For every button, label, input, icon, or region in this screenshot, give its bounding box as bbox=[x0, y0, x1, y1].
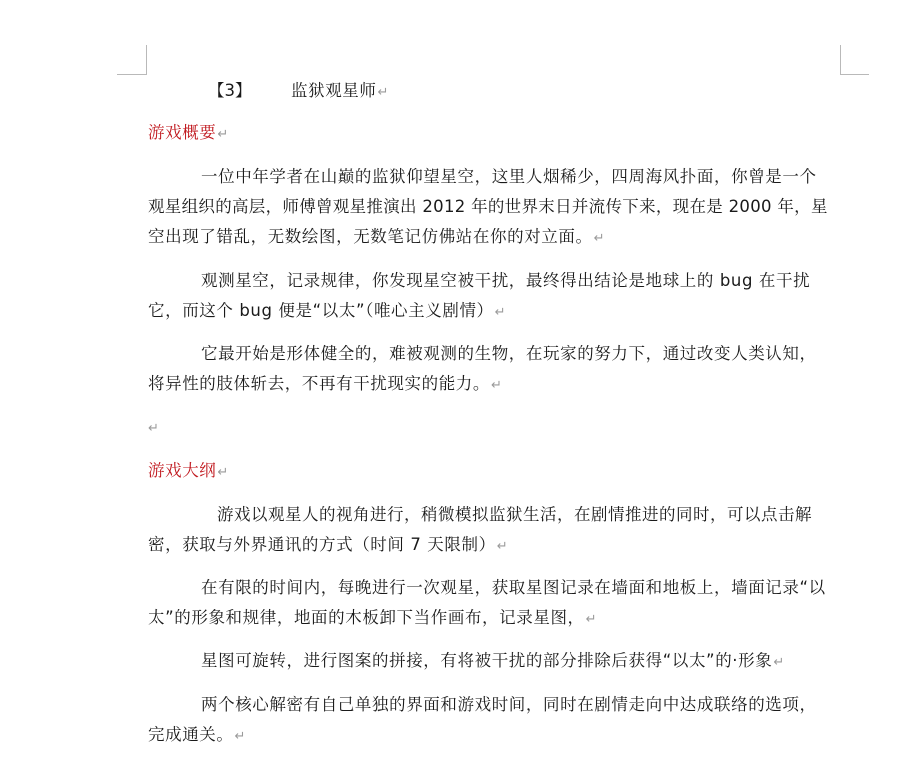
overview-p1-line1: 一位中年学者在山巅的监狱仰望星空，这里人烟稀少，四周海风扑面，你曾是一个 bbox=[201, 167, 817, 186]
paragraph-mark-icon: ↵ bbox=[217, 127, 229, 142]
outline-p2-line1: 在有限的时间内，每晚进行一次观星，获取星图记录在墙面和地板上，墙面记录“以 bbox=[201, 578, 826, 597]
heading-number: 【3】 bbox=[208, 81, 252, 100]
overview-p1-line2: 观星组织的高层，师傅曾观星推演出 2012 年的世界末日并流传下来，现在是 2000 年，星 bbox=[148, 197, 828, 216]
paragraph-mark-icon: ↵ bbox=[148, 421, 160, 436]
outline-p3-line1: 星图可旋转，进行图案的拼接，有将被干扰的部分排除后获得“以太”的·形象↵ bbox=[201, 651, 785, 670]
paragraph-mark-icon: ↵ bbox=[593, 231, 606, 246]
paragraph-mark-icon: ↵ bbox=[234, 729, 246, 744]
paragraph-mark-icon: ↵ bbox=[773, 655, 785, 670]
outline-p1-line1: 游戏以观星人的视角进行，稍微模拟监狱生活，在剧情推进的同时，可以点击解 bbox=[217, 505, 812, 524]
page-corner-marker-right bbox=[840, 45, 869, 75]
paragraph-mark-icon: ↵ bbox=[496, 539, 509, 554]
page-corner-marker-left bbox=[117, 45, 147, 75]
outline-p2-line2: 太”的形象和规律，地面的木板卸下当作画布，记录星图，↵ bbox=[148, 608, 598, 627]
section-title-outline: 游戏大纲↵ bbox=[148, 461, 229, 480]
empty-paragraph bbox=[148, 412, 160, 444]
overview-p1-line3: 空出现了错乱，无数绘图，无数笔记仿佛站在你的对立面。↵ bbox=[148, 227, 606, 246]
paragraph-mark-icon: ↵ bbox=[491, 378, 503, 393]
overview-p3-line2: 将异性的肢体斩去，不再有干扰现实的能力。↵ bbox=[148, 374, 503, 393]
overview-p2-line2: 它，而这个 bug 便是“以太”（唯心主义剧情）↵ bbox=[148, 301, 507, 320]
paragraph-mark-icon: ↵ bbox=[494, 305, 507, 320]
outline-p1-line2: 密，获取与外界通讯的方式（时间 7 天限制）↵ bbox=[148, 535, 509, 554]
paragraph-mark-icon: ↵ bbox=[585, 612, 598, 627]
outline-p4-line1: 两个核心解密有自己单独的界面和游戏时间，同时在剧情走向中达成联络的选项， bbox=[201, 695, 817, 714]
heading-title: 监狱观星师↵ bbox=[291, 81, 389, 100]
outline-p4-line2: 完成通关。↵ bbox=[148, 725, 246, 744]
paragraph-mark-icon: ↵ bbox=[377, 85, 389, 100]
overview-p3-line1: 它最开始是形体健全的，难被观测的生物，在玩家的努力下，通过改变人类认知， bbox=[201, 344, 817, 363]
section-title-overview: 游戏概要↵ bbox=[148, 123, 229, 142]
overview-p2-line1: 观测星空，记录规律，你发现星空被干扰，最终得出结论是地球上的 bug 在干扰 bbox=[201, 271, 811, 290]
paragraph-mark-icon: ↵ bbox=[217, 465, 229, 480]
